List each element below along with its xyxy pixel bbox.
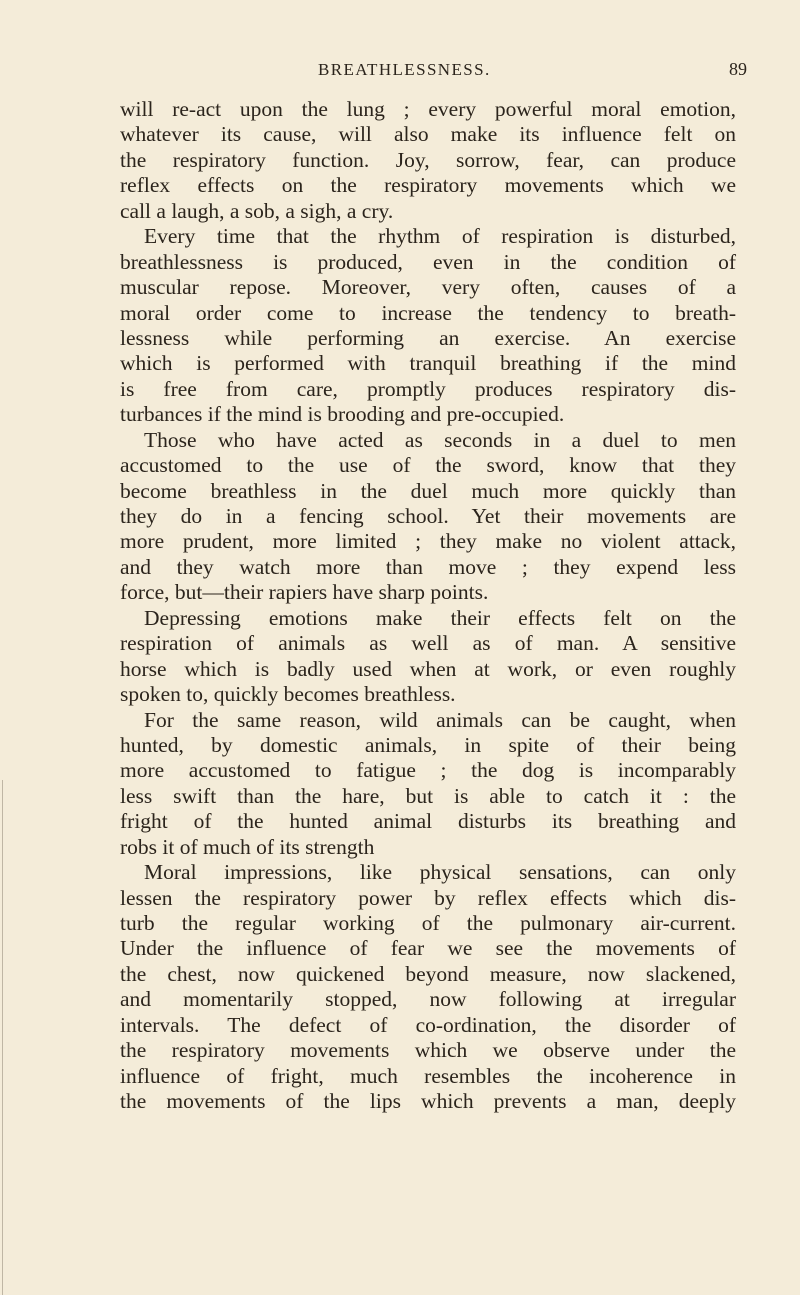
- text-line: more accustomed to fatigue ; the dog is incomparably: [120, 758, 736, 783]
- text-line: respiration of animals as well as of man. A sensitive: [120, 631, 736, 656]
- text-line: force, but—their rapiers have sharp points.: [120, 580, 489, 605]
- text-line: will re-act upon the lung ; every powerful moral emotion,: [120, 97, 736, 121]
- text-line: Every time that the rhythm of respiration is disturbed,: [144, 224, 736, 249]
- text-line: less swift than the hare, but is able to catch it : the: [120, 783, 736, 808]
- text-line: horse which is badly used when at work, or even roughly: [120, 656, 736, 681]
- text-line: spoken to, quickly becomes breathless.: [120, 682, 456, 707]
- text-line: the respiratory function. Joy, sorrow, fear, can produce: [120, 147, 736, 172]
- text-line: lessness while performing an exercise. An exercise: [120, 325, 736, 350]
- text-line: reflex effects on the respiratory movements which we: [120, 173, 736, 198]
- text-line: the chest, now quickened beyond measure, now slackened,: [120, 961, 736, 986]
- text-line: Depressing emotions make their effects felt on the: [144, 605, 736, 630]
- text-line: For the same reason, wild animals can be caught, when: [144, 707, 736, 732]
- text-line: accustomed to the use of the sword, know that they: [120, 453, 736, 478]
- text-line: intervals. The defect of co-ordination, the disorder of: [120, 1012, 736, 1037]
- running-head: BREATHLESSNESS.: [318, 60, 491, 79]
- text-line: they do in a fencing school. Yet their movements are: [120, 504, 736, 528]
- text-line: robs it of much of its strength: [120, 834, 375, 859]
- text-line: call a laugh, a sob, a sigh, a cry.: [120, 198, 394, 223]
- page-edge-line: [2, 780, 3, 1295]
- text-line: hunted, by domestic animals, in spite of their being: [120, 732, 736, 757]
- text-line: is free from care, promptly produces respiratory dis-: [120, 376, 736, 401]
- body-text: [120, 97, 736, 1115]
- page-header: [0, 60, 800, 86]
- text-line: become breathless in the duel much more quickly than: [120, 478, 736, 503]
- text-line: which is performed with tranquil breathing if the mind: [120, 351, 736, 376]
- text-line: lessen the respiratory power by reflex effects which dis-: [120, 885, 736, 910]
- text-line: fright of the hunted animal disturbs its breathing and: [120, 809, 736, 834]
- text-line: more prudent, more limited ; they make no violent attack,: [120, 529, 736, 554]
- text-line: the movements of the lips which prevents a man, deeply: [120, 1089, 736, 1114]
- text-line: Moral impressions, like physical sensations, can only: [144, 860, 736, 885]
- text-line: the respiratory movements which we observe under the: [120, 1038, 736, 1063]
- page-number: 89: [729, 59, 747, 79]
- text-line: Under the influence of fear we see the movements of: [120, 936, 736, 961]
- text-line: and momentarily stopped, now following at irregular: [120, 987, 736, 1012]
- text-line: moral order come to increase the tendency to breath-: [120, 300, 736, 325]
- text-line: breathlessness is produced, even in the condition of: [120, 249, 736, 274]
- text-line: influence of fright, much resembles the incoherence in: [120, 1063, 736, 1088]
- text-line: Those who have acted as seconds in a duel to men: [144, 427, 736, 452]
- text-line: turbances if the mind is brooding and pre-occupied.: [120, 402, 565, 427]
- text-line: muscular repose. Moreover, very often, causes of a: [120, 275, 736, 300]
- text-line: whatever its cause, will also make its influence felt on: [120, 122, 736, 147]
- text-line: and they watch more than move ; they expend less: [120, 554, 736, 579]
- text-line: turb the regular working of the pulmonary air-current.: [120, 911, 736, 935]
